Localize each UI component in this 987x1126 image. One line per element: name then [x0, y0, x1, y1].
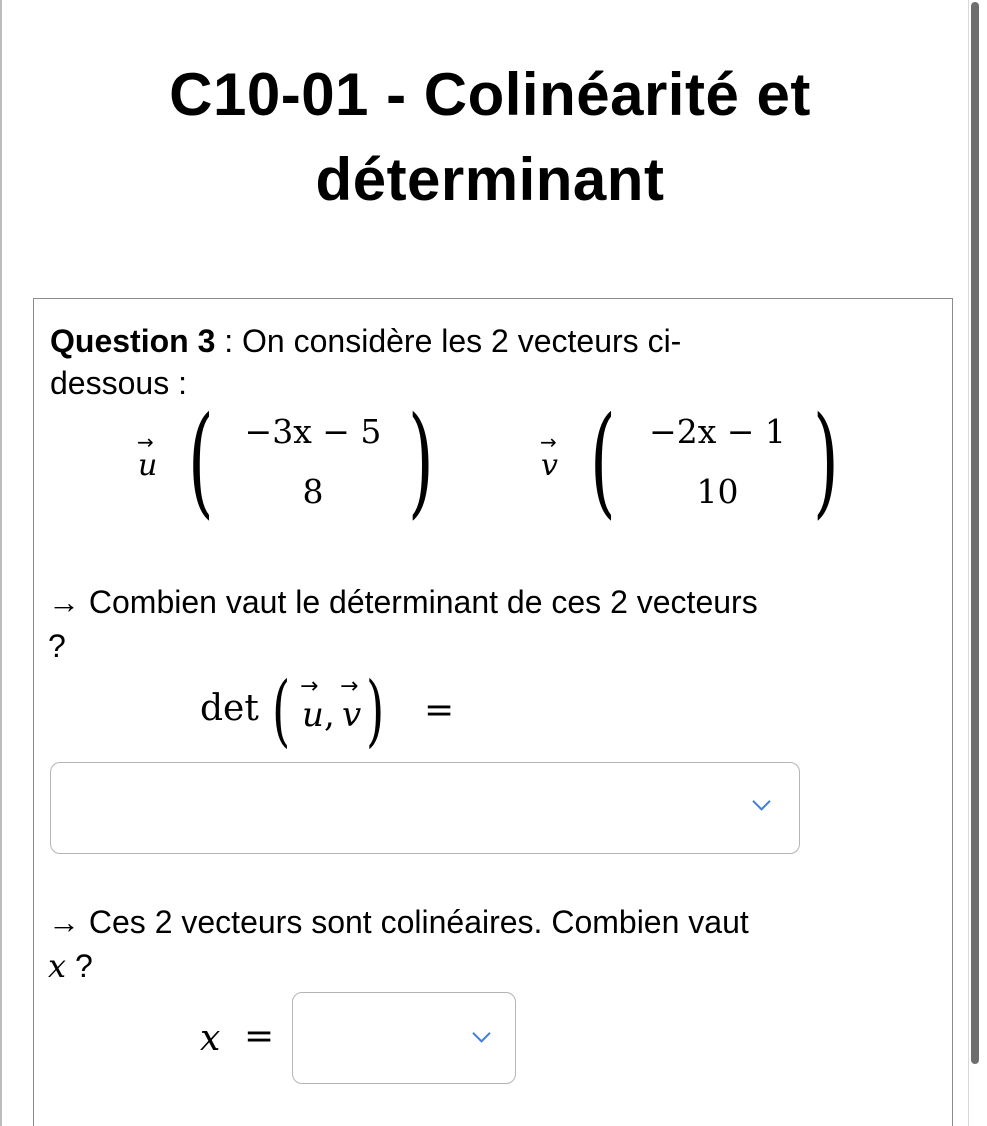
right-paren: )	[408, 392, 434, 531]
x-label: x	[200, 1018, 221, 1059]
left-paren: (	[188, 392, 214, 531]
vector-arrow-icon: →	[300, 674, 319, 699]
vector-u-x-component: −3x − 5	[244, 412, 382, 451]
question-intro	[50, 320, 940, 404]
det-equals: =	[424, 690, 455, 731]
det-u: u	[302, 695, 324, 735]
chevron-down-icon	[752, 792, 770, 810]
x-equals: =	[244, 1016, 275, 1057]
arrow-bullet-icon: →	[48, 904, 80, 940]
page-title-line-1: C10-01 - Colinéarité et	[169, 61, 811, 128]
left-border	[0, 0, 2, 1126]
part1-question	[48, 580, 948, 668]
det-v: v	[342, 695, 362, 735]
vector-arrow-icon: →	[540, 430, 557, 454]
determinant-answer-select[interactable]	[50, 762, 800, 854]
det-comma: ,	[324, 695, 335, 735]
scrollbar-thumb[interactable]	[971, 2, 979, 1064]
part2-text-2: ?	[66, 948, 93, 984]
part1-text-2: ?	[48, 628, 66, 664]
vector-v-y-component: 10	[696, 472, 739, 511]
part2-var-x: x	[48, 947, 67, 985]
part2-question	[48, 900, 948, 988]
right-border	[968, 0, 969, 1126]
page-title	[20, 52, 960, 222]
vector-arrow-icon: →	[340, 674, 359, 699]
part1-text: Combien vaut le déterminant de ces 2 vecteurs	[88, 584, 758, 620]
chevron-down-icon	[472, 1024, 490, 1042]
question-label: Question 3	[50, 323, 216, 359]
left-paren: (	[590, 392, 616, 531]
question-intro-text: : On considère les 2 vecteurs ci-	[215, 323, 682, 359]
vector-v-name: v	[541, 448, 558, 483]
arrow-bullet-icon: →	[48, 584, 80, 620]
det-label: det	[200, 688, 259, 729]
vector-u-name: u	[138, 448, 158, 483]
vector-v-x-component: −2x − 1	[649, 412, 786, 451]
det-left-paren: (	[272, 666, 291, 756]
part2-text: Ces 2 vecteurs sont colinéaires. Combien vaut	[88, 904, 749, 940]
det-right-paren: )	[366, 666, 385, 756]
vector-arrow-icon: →	[137, 430, 154, 454]
question-intro-text-2: dessous :	[50, 365, 187, 401]
right-paren: )	[813, 392, 839, 531]
page-title-line-2: déterminant	[315, 146, 665, 213]
vector-u-y-component: 8	[302, 472, 324, 511]
x-answer-select[interactable]	[292, 992, 516, 1084]
